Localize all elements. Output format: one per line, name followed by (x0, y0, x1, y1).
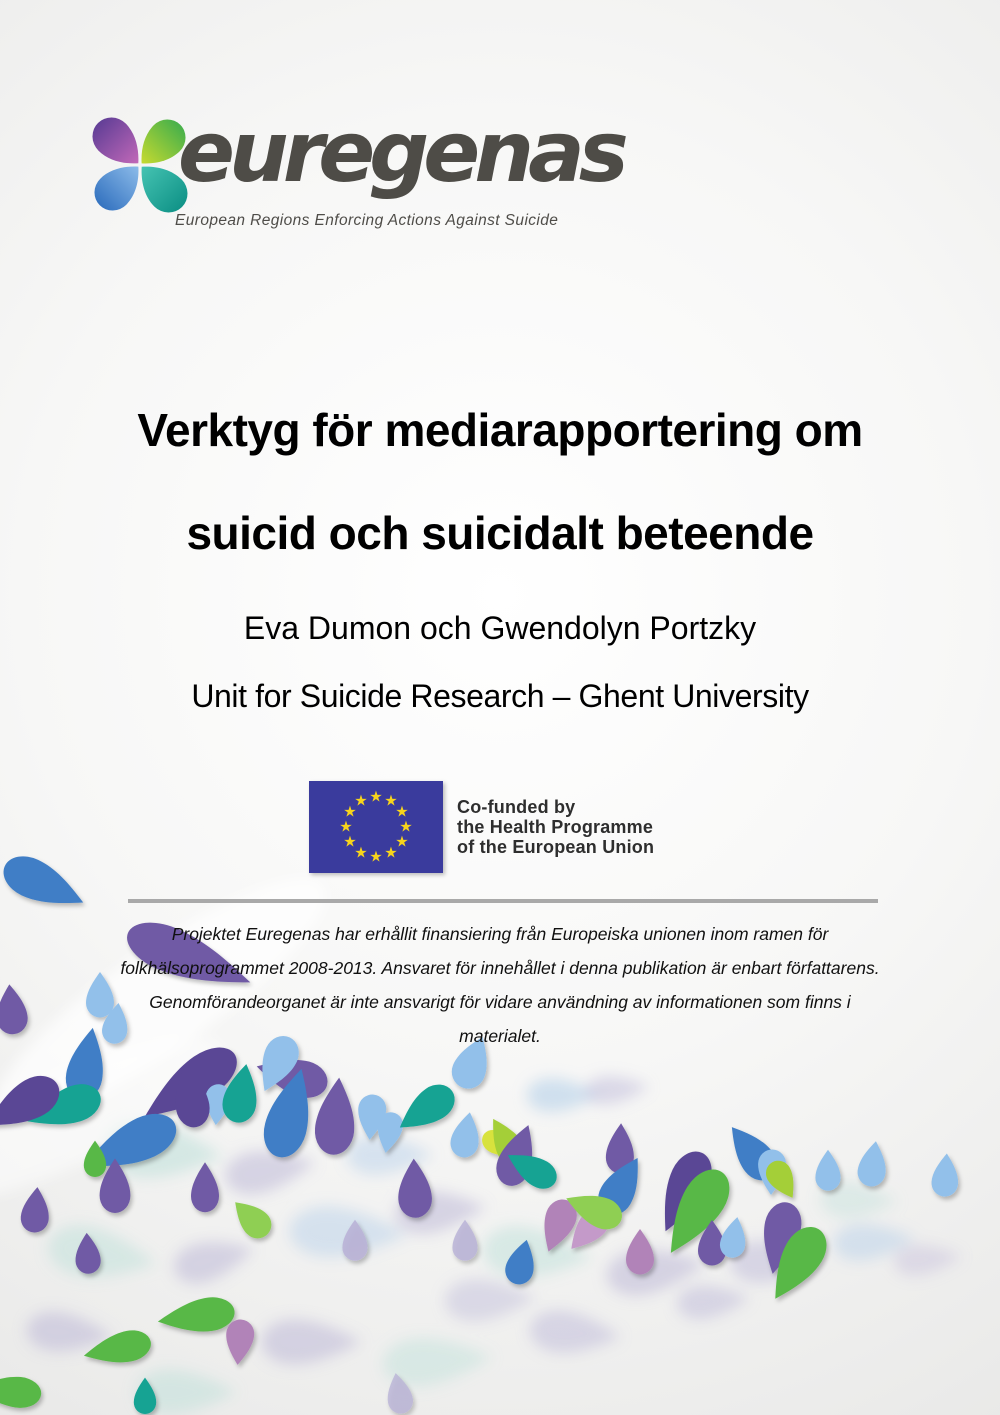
funding-statement (457, 797, 654, 857)
funding-line-2: the Health Programme (457, 817, 654, 837)
funding-line-1: Co-funded by (457, 797, 576, 817)
logo-tagline: European Regions Enforcing Actions Against Suicide (175, 212, 559, 229)
eu-star-icon: ★ (369, 787, 383, 806)
title-line-1: Verktyg för mediarapportering om (137, 404, 863, 456)
horizontal-divider (128, 899, 878, 903)
eu-star-icon: ★ (384, 843, 398, 862)
disclaimer-line-2: folkhälsoprogrammet 2008-2013. Ansvaret för innehållet i denna publikation är enbart författarens. (120, 958, 880, 978)
eu-funding-block (309, 781, 654, 873)
authors: Eva Dumon och Gwendolyn Portzky (243, 610, 757, 646)
eu-flag (309, 781, 443, 873)
eu-star-icon: ★ (354, 843, 368, 862)
eu-star-icon: ★ (343, 802, 357, 821)
disclaimer-line-4: materialet. (459, 1026, 541, 1046)
logo-wordmark: euregenas (178, 103, 623, 201)
disclaimer-line-3: Genomförandeorganet är inte ansvarigt för vidare användning av informationen som finns i (149, 992, 851, 1012)
eu-star-icon: ★ (339, 817, 353, 836)
eu-star-icon: ★ (354, 791, 368, 810)
eu-star-icon: ★ (395, 832, 409, 851)
eu-star-icon: ★ (395, 802, 409, 821)
document-title (0, 404, 1000, 559)
title-line-2: suicid och suicidalt beteende (186, 507, 814, 559)
disclaimer (0, 917, 1000, 1053)
eu-star-icon: ★ (369, 847, 383, 866)
eu-star-icon: ★ (384, 791, 398, 810)
eu-star-icon: ★ (343, 832, 357, 851)
disclaimer-line-1: Projektet Euregenas har erhållit finansiering från Europeiska unionen inom ramen för (171, 924, 829, 944)
funding-line-3: of the European Union (457, 837, 655, 857)
affiliation: Unit for Suicide Research – Ghent University (191, 678, 809, 714)
eu-star-icon: ★ (399, 817, 413, 836)
